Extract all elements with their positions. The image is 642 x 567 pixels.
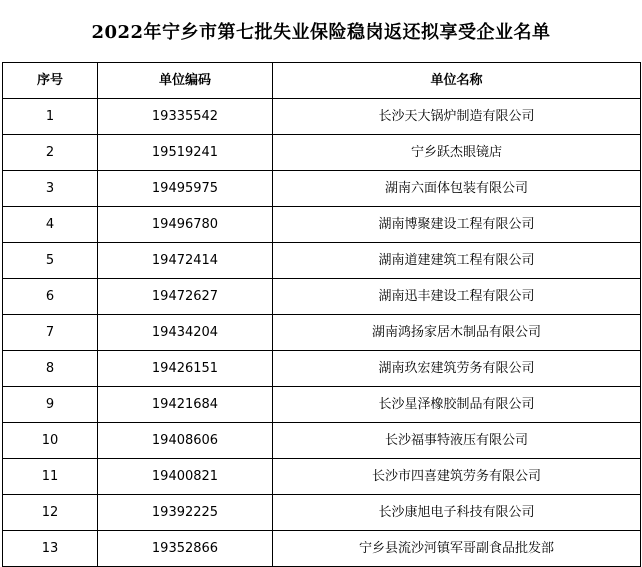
cell-seq: 7 [3,315,98,351]
header-name: 单位名称 [273,63,641,99]
enterprise-table [2,62,641,567]
cell-code: 19335542 [98,99,273,135]
cell-seq: 12 [3,495,98,531]
cell-name: 长沙天大锅炉制造有限公司 [273,99,641,135]
cell-seq: 1 [3,99,98,135]
cell-seq: 4 [3,207,98,243]
table-row [3,207,641,243]
cell-code: 19352866 [98,531,273,567]
table-row [3,531,641,567]
cell-seq: 10 [3,423,98,459]
cell-seq: 5 [3,243,98,279]
table-body [3,99,641,567]
table-header-row [3,63,641,99]
cell-name: 湖南六面体包装有限公司 [273,171,641,207]
cell-seq: 8 [3,351,98,387]
table-row [3,495,641,531]
table-row [3,387,641,423]
cell-code: 19392225 [98,495,273,531]
table-row [3,351,641,387]
cell-name: 长沙市四喜建筑劳务有限公司 [273,459,641,495]
cell-name: 宁乡县流沙河镇军哥副食品批发部 [273,531,641,567]
cell-seq: 3 [3,171,98,207]
table-row [3,315,641,351]
cell-code: 19472414 [98,243,273,279]
table-row [3,423,641,459]
table-row [3,135,641,171]
cell-name: 长沙康旭电子科技有限公司 [273,495,641,531]
table-row [3,459,641,495]
cell-code: 19434204 [98,315,273,351]
cell-code: 19421684 [98,387,273,423]
cell-seq: 9 [3,387,98,423]
cell-name: 长沙福事特液压有限公司 [273,423,641,459]
cell-name: 湖南玖宏建筑劳务有限公司 [273,351,641,387]
cell-name: 湖南迅丰建设工程有限公司 [273,279,641,315]
header-code: 单位编码 [98,63,273,99]
cell-name: 湖南博聚建设工程有限公司 [273,207,641,243]
cell-seq: 11 [3,459,98,495]
cell-seq: 2 [3,135,98,171]
cell-code: 19408606 [98,423,273,459]
table-row [3,279,641,315]
cell-name: 湖南鸿扬家居木制品有限公司 [273,315,641,351]
cell-name: 宁乡跃杰眼镜店 [273,135,641,171]
cell-code: 19472627 [98,279,273,315]
page-title: 2022年宁乡市第七批失业保险稳岗返还拟享受企业名单 [91,22,551,43]
table-row [3,243,641,279]
cell-name: 湖南道建建筑工程有限公司 [273,243,641,279]
cell-code: 19519241 [98,135,273,171]
table-row [3,99,641,135]
cell-code: 19400821 [98,459,273,495]
cell-seq: 6 [3,279,98,315]
cell-code: 19495975 [98,171,273,207]
table-row [3,171,641,207]
cell-seq: 13 [3,531,98,567]
cell-name: 长沙星泽橡胶制品有限公司 [273,387,641,423]
cell-code: 19496780 [98,207,273,243]
cell-code: 19426151 [98,351,273,387]
header-seq: 序号 [3,63,98,99]
